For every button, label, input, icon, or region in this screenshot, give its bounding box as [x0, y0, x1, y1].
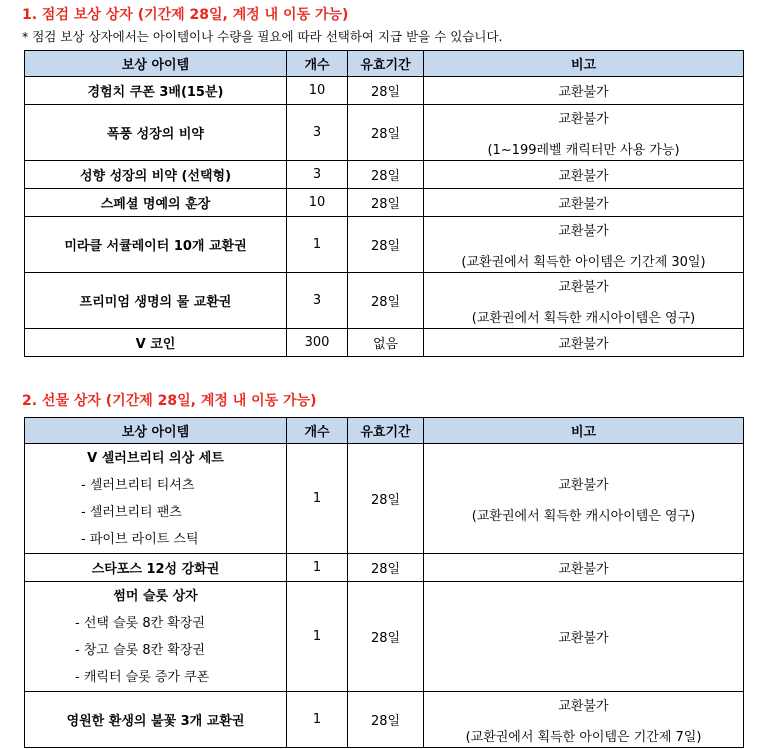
col-header-count: 개수	[287, 418, 348, 444]
col-header-count: 개수	[287, 51, 348, 77]
gift-box-table	[24, 417, 744, 748]
note-line: (1~199레벨 캐릭터만 사용 가능)	[487, 142, 680, 158]
set-component: - 셀러브리티 티셔츠	[81, 477, 195, 493]
item-count: 10	[287, 189, 348, 217]
set-title: V 셀러브리티 의상 세트	[87, 450, 224, 466]
item-note: 교환불가	[424, 582, 744, 692]
table-row	[25, 692, 744, 748]
note-line: (교환권에서 획득한 캐시아이템은 영구)	[471, 508, 696, 524]
item-period: 28일	[348, 444, 424, 554]
item-period: 28일	[348, 217, 424, 273]
item-name: 스페셜 명예의 훈장	[25, 189, 287, 217]
item-count: 10	[287, 77, 348, 105]
item-name: 스타포스 12성 강화권	[25, 554, 287, 582]
item-period: 28일	[348, 189, 424, 217]
item-count: 1	[287, 444, 348, 554]
note-line: (교환권에서 획득한 캐시아이템은 영구)	[471, 310, 696, 326]
col-header-item: 보상 아이템	[25, 418, 287, 444]
item-count: 1	[287, 582, 348, 692]
item-note: 교환불가	[424, 161, 744, 189]
item-count: 3	[287, 161, 348, 189]
table-row	[25, 554, 744, 582]
item-note: 교환불가	[424, 189, 744, 217]
note-line: 교환불가	[558, 477, 609, 493]
set-title: 썸머 슬롯 상자	[113, 588, 198, 604]
reward-box-table	[24, 50, 744, 357]
item-count: 3	[287, 273, 348, 329]
table-row	[25, 217, 744, 273]
item-note	[424, 105, 744, 161]
note-line: 교환불가	[558, 111, 609, 127]
item-name: V 코인	[25, 329, 287, 357]
col-header-note: 비고	[424, 51, 744, 77]
item-name: 미라클 서큘레이터 10개 교환권	[25, 217, 287, 273]
item-count: 3	[287, 105, 348, 161]
item-period: 28일	[348, 692, 424, 748]
table-header-row	[25, 418, 744, 444]
table-row	[25, 444, 744, 554]
col-header-period: 유효기간	[348, 51, 424, 77]
table-row	[25, 77, 744, 105]
item-period: 28일	[348, 582, 424, 692]
note-line: 교환불가	[558, 698, 609, 714]
note-line: 교환불가	[558, 279, 609, 295]
col-header-period: 유효기간	[348, 418, 424, 444]
table-row	[25, 329, 744, 357]
set-component: - 파이브 라이트 스틱	[81, 531, 199, 547]
note-line: (교환권에서 획득한 아이템은 기간제 30일)	[461, 254, 706, 270]
item-note: 교환불가	[424, 329, 744, 357]
item-name: 폭풍 성장의 비약	[25, 105, 287, 161]
item-period: 28일	[348, 105, 424, 161]
item-period: 28일	[348, 273, 424, 329]
set-component: - 셀러브리티 팬츠	[81, 504, 182, 520]
set-component: - 캐릭터 슬롯 증가 쿠폰	[75, 669, 210, 685]
item-period: 없음	[348, 329, 424, 357]
table-row	[25, 273, 744, 329]
item-period: 28일	[348, 554, 424, 582]
item-note	[424, 692, 744, 748]
item-period: 28일	[348, 77, 424, 105]
item-name: 경험치 쿠폰 3배(15분)	[25, 77, 287, 105]
col-header-item: 보상 아이템	[25, 51, 287, 77]
item-count: 300	[287, 329, 348, 357]
item-count: 1	[287, 692, 348, 748]
note-line: (교환권에서 획득한 아이템은 기간제 7일)	[465, 729, 702, 745]
note-line: 교환불가	[558, 223, 609, 239]
item-note: 교환불가	[424, 77, 744, 105]
set-component: - 창고 슬롯 8칸 확장권	[75, 642, 205, 658]
section2-heading: 2. 선물 상자 (기간제 28일, 계정 내 이동 가능)	[22, 393, 317, 409]
item-count: 1	[287, 217, 348, 273]
item-period: 28일	[348, 161, 424, 189]
col-header-note: 비고	[424, 418, 744, 444]
item-name: 프리미엄 생명의 물 교환권	[25, 273, 287, 329]
table-row	[25, 582, 744, 692]
table-row	[25, 161, 744, 189]
item-note	[424, 217, 744, 273]
item-note	[424, 444, 744, 554]
section1-note: * 점검 보상 상자에서는 아이템이나 수량을 필요에 따라 선택하여 지급 받을 수 있습니다.	[22, 29, 503, 44]
table-row	[25, 189, 744, 217]
set-component: - 선택 슬롯 8칸 확장권	[75, 615, 205, 631]
item-count: 1	[287, 554, 348, 582]
item-name	[25, 582, 287, 692]
item-note	[424, 273, 744, 329]
item-note: 교환불가	[424, 554, 744, 582]
item-name	[25, 444, 287, 554]
section1-heading: 1. 점검 보상 상자 (기간제 28일, 계정 내 이동 가능)	[22, 7, 349, 23]
table-header-row	[25, 51, 744, 77]
item-name: 성향 성장의 비약 (선택형)	[25, 161, 287, 189]
table-row	[25, 105, 744, 161]
item-name: 영원한 환생의 불꽃 3개 교환권	[25, 692, 287, 748]
